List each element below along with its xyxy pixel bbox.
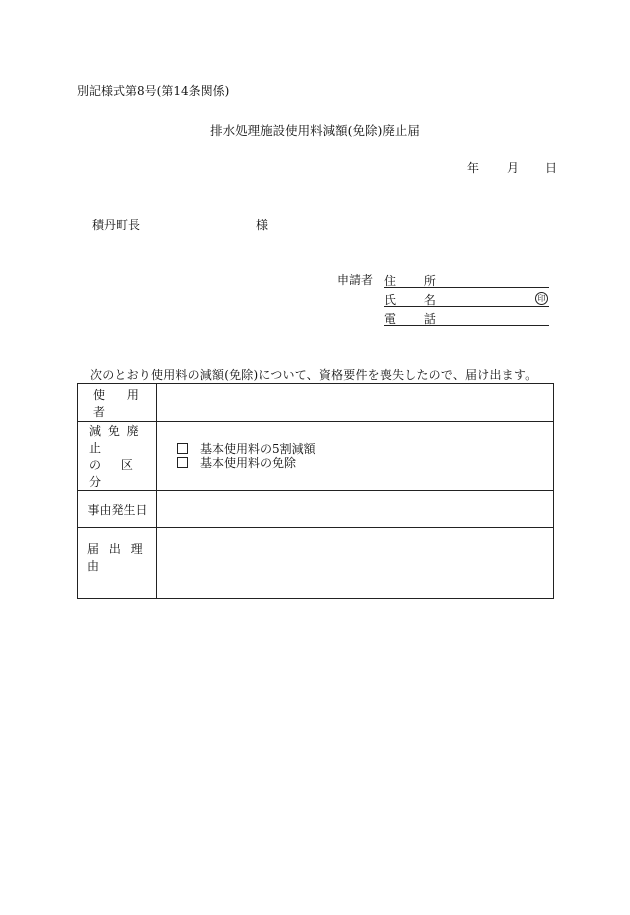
applicant-label: 申請者 — [337, 273, 374, 287]
checkbox-icon[interactable] — [177, 457, 188, 468]
date-line — [467, 161, 557, 175]
user-label-cell — [78, 384, 157, 422]
phone-label: 電 話 — [384, 312, 448, 326]
option-exemption[interactable]: 基本使用料の免除 — [177, 456, 553, 470]
address-field[interactable] — [384, 272, 549, 288]
category-label-line1: 減 免 廃 止 — [89, 424, 141, 455]
date-month: 月 — [507, 161, 520, 175]
addressee-honorific: 様 — [256, 218, 269, 232]
document-title: 排水処理施設使用料減額(免除)廃止届 — [210, 123, 420, 138]
table-row — [78, 528, 554, 599]
name-field[interactable] — [384, 291, 549, 307]
table-row — [78, 422, 554, 491]
category-label-line2: の 区 分 — [89, 458, 141, 489]
table-row — [78, 384, 554, 422]
occurrence-date-input-cell[interactable] — [157, 491, 554, 528]
date-year: 年 — [467, 161, 480, 175]
user-label: 使 用 者 — [93, 387, 148, 419]
option-half-reduction[interactable]: 基本使用料の5割減額 — [177, 442, 553, 456]
reason-label-cell — [78, 528, 157, 599]
table-row — [78, 491, 554, 528]
date-day: 日 — [545, 161, 558, 175]
addressee-name: 積丹町長 — [92, 218, 141, 232]
occurrence-date-label-cell — [78, 491, 157, 528]
occurrence-date-label: 事由発生日 — [87, 502, 148, 517]
form-table — [77, 383, 554, 599]
form-number: 別記様式第8号(第14条関係) — [77, 84, 230, 98]
seal-icon: 印 — [535, 292, 548, 305]
reason-input-cell[interactable] — [157, 528, 554, 599]
checkbox-icon[interactable] — [177, 443, 188, 454]
reason-label: 届 出 理 由 — [87, 542, 146, 573]
user-input-cell[interactable] — [157, 384, 554, 422]
address-label: 住 所 — [384, 274, 448, 288]
intro-text: 次のとおり使用料の減額(免除)について、資格要件を喪失したので、届け出ます。 — [90, 368, 538, 382]
phone-field[interactable] — [384, 310, 549, 326]
category-options-cell — [157, 422, 554, 491]
name-label: 氏 名 — [384, 293, 448, 307]
category-label-cell — [78, 422, 157, 491]
